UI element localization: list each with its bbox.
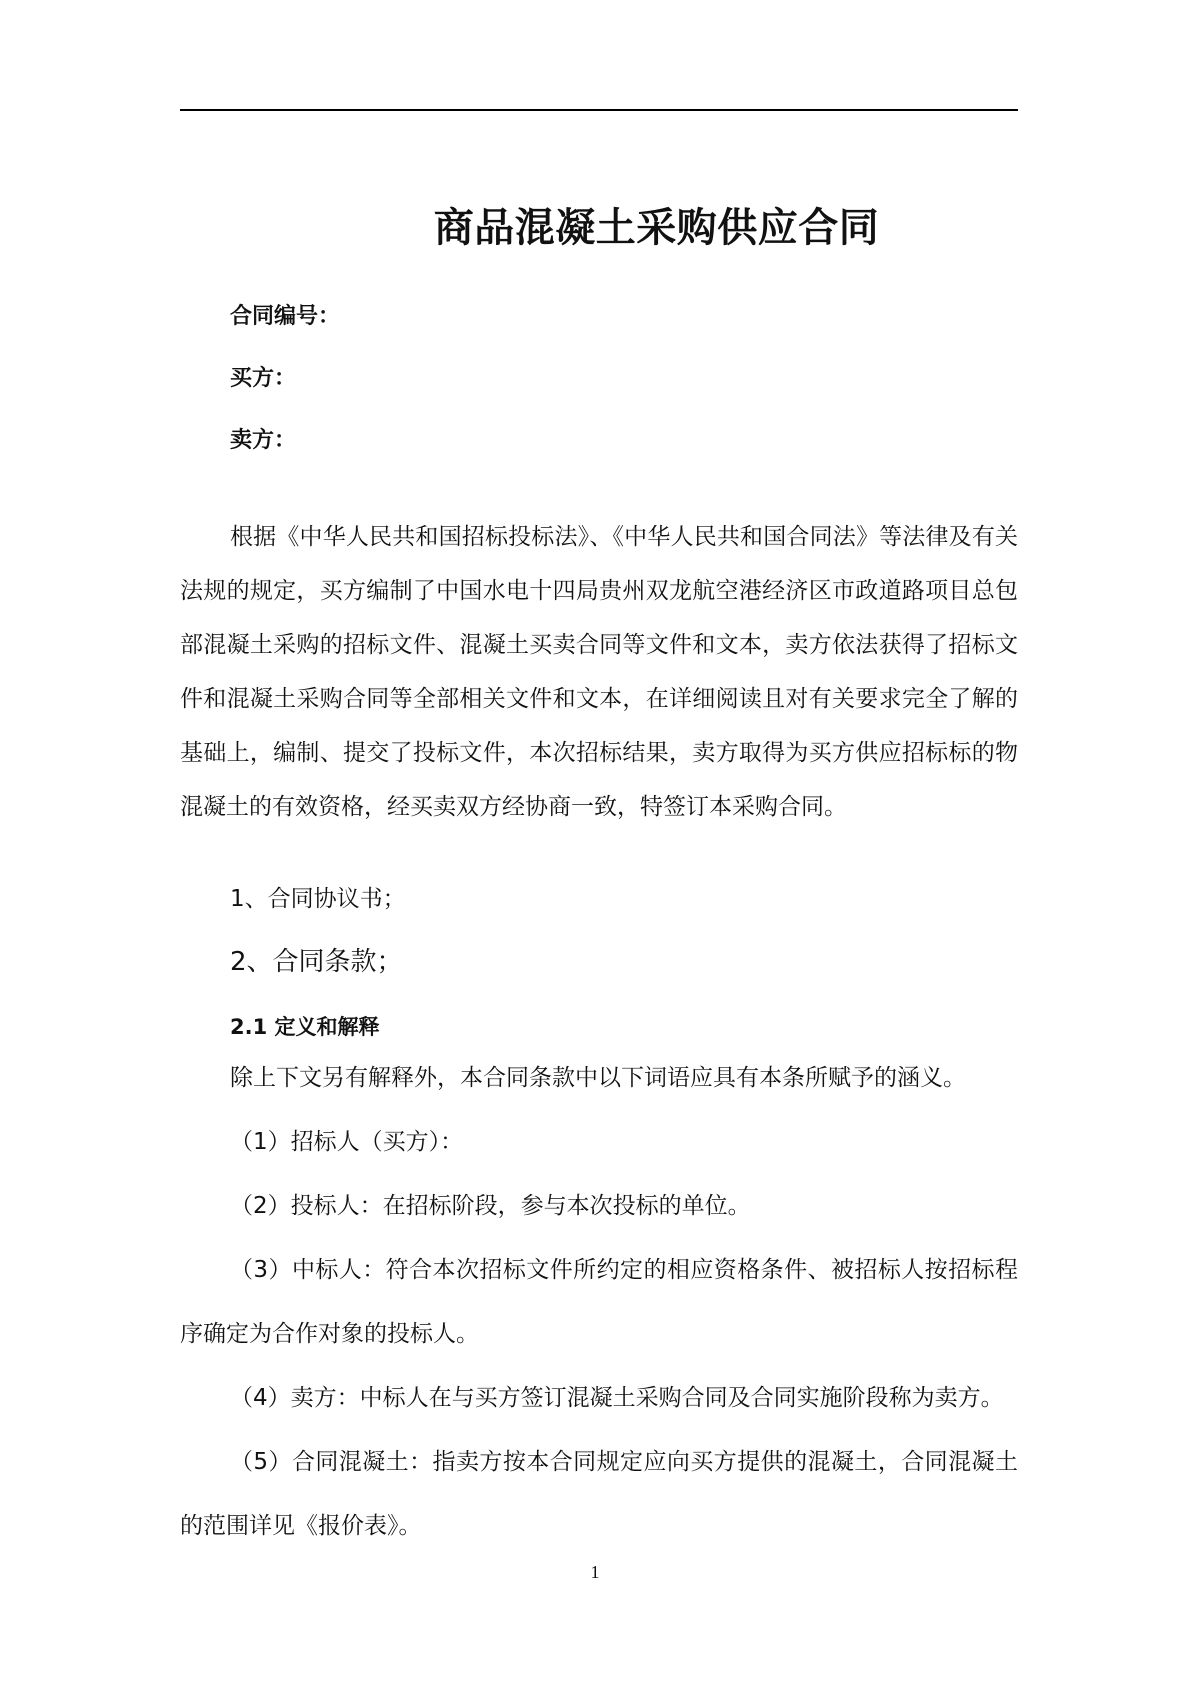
definition-item: （2）投标人：在招标阶段，参与本次投标的单位。 — [230, 1193, 751, 1219]
definition-item: （4）卖方：中标人在与买方签订混凝土采购合同及合同实施阶段称为卖方。 — [230, 1385, 1004, 1411]
definitions-intro: 除上下文另有解释外，本合同条款中以下词语应具有本条所赋予的涵义。 — [230, 1065, 966, 1091]
page-number: 1 — [590, 1562, 600, 1582]
definition-item: （5）合同混凝土：指卖方按本合同规定应向买方提供的混凝土，合同混凝土的范围详见《报价表》。 — [180, 1449, 1018, 1539]
list-item-contract-terms: 2、合同条款； — [230, 947, 403, 977]
definition-item: （1）招标人（买方）： — [230, 1129, 464, 1155]
header-rule — [180, 109, 1018, 111]
list-item-contract-agreement: 1、合同协议书； — [230, 886, 406, 912]
document-title: 商品混凝土采购供应合同 — [433, 205, 880, 251]
section-heading: 2.1 定义和解释 — [230, 1015, 380, 1039]
contract-number-label: 合同编号： — [230, 304, 341, 329]
buyer-label: 买方： — [230, 366, 297, 391]
seller-label: 卖方： — [230, 428, 297, 453]
intro-paragraph: 根据《中华人民共和国招标投标法》、《中华人民共和国合同法》等法律及有关法规的规定，买方编制了中国水电十四局贵州双龙航空港经济区市政道路项目总包部混凝土采购的招标文件、混凝土买卖合同等文件和文本，卖方依法获得了招标文件和混凝土采购合同等全部相关文件和文本，在详细阅读且对有关要求完全了解的基础上，编制、提交了投标文件，本次招标结果，卖方取得为买方供应招标标的物混凝土的有效资格，经买卖双方经协商一致，特签订本采购合同。 — [180, 524, 1018, 820]
definition-item: （3）中标人：符合本次招标文件所约定的相应资格条件、被招标人按招标程序确定为合作对象的投标人。 — [180, 1257, 1018, 1347]
